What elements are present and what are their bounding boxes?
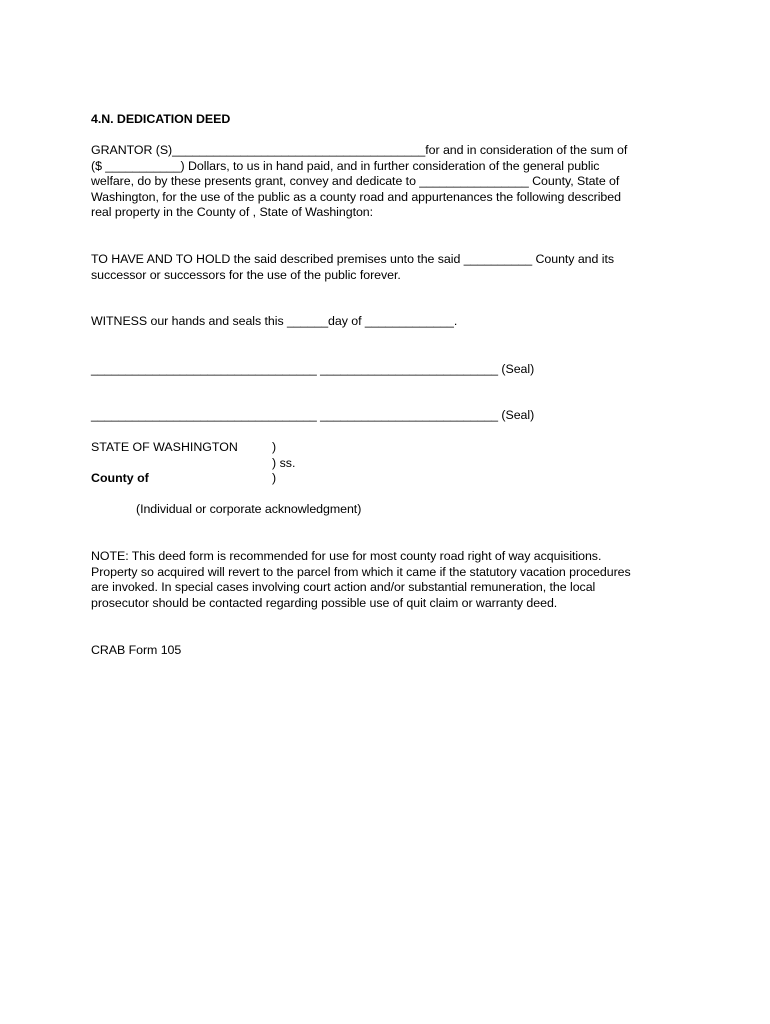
note-line-3: are invoked. In special cases involving court action and/or substantial remuneration, the local <box>91 580 596 594</box>
signature-line-1: _________________________________ __________________________ (Seal) <box>91 362 535 376</box>
state-label: STATE OF WASHINGTON <box>91 440 238 454</box>
note-line-4: prosecutor should be contacted regarding possible use of quit claim or warranty deed. <box>91 595 558 610</box>
grantor-line-3: welfare, do by these presents grant, convey and dedicate to ________________ County, State of <box>91 174 620 188</box>
grantor-line-2: ($ ___________) Dollars, to us in hand paid, and in further consideration of the general public <box>91 158 600 173</box>
county-label: County of <box>91 471 149 485</box>
witness-line: WITNESS our hands and seals this ______day of _____________. <box>91 314 458 328</box>
grantor-line-5: real property in the County of , State of Washington: <box>91 205 374 219</box>
habendum-line-2: successor or successors for the use of the public forever. <box>91 267 401 282</box>
venue-paren-bottom: ) <box>272 471 277 485</box>
grantor-line-4: Washington, for the use of the public as a county road and appurtenances the following described <box>91 189 621 204</box>
signature-line-2: _________________________________ __________________________ (Seal) <box>91 408 535 422</box>
grantor-line-1: GRANTOR (S)_____________________________________for and in consideration of the sum of <box>91 143 628 157</box>
document-title: 4.N. DEDICATION DEED <box>91 112 231 126</box>
habendum-line-1: TO HAVE AND TO HOLD the said described premises unto the said __________ County and its <box>91 252 615 266</box>
note-line-2: Property so acquired will revert to the parcel from which it came if the statutory vacation procedures <box>91 564 631 579</box>
venue-paren-ss: ) ss. <box>272 455 296 470</box>
venue-paren-top: ) <box>272 440 277 454</box>
acknowledgment-note: (Individual or corporate acknowledgment) <box>136 502 362 516</box>
form-id: CRAB Form 105 <box>91 643 182 657</box>
note-line-1: NOTE: This deed form is recommended for use for most county road right of way acquisitions. <box>91 549 602 563</box>
